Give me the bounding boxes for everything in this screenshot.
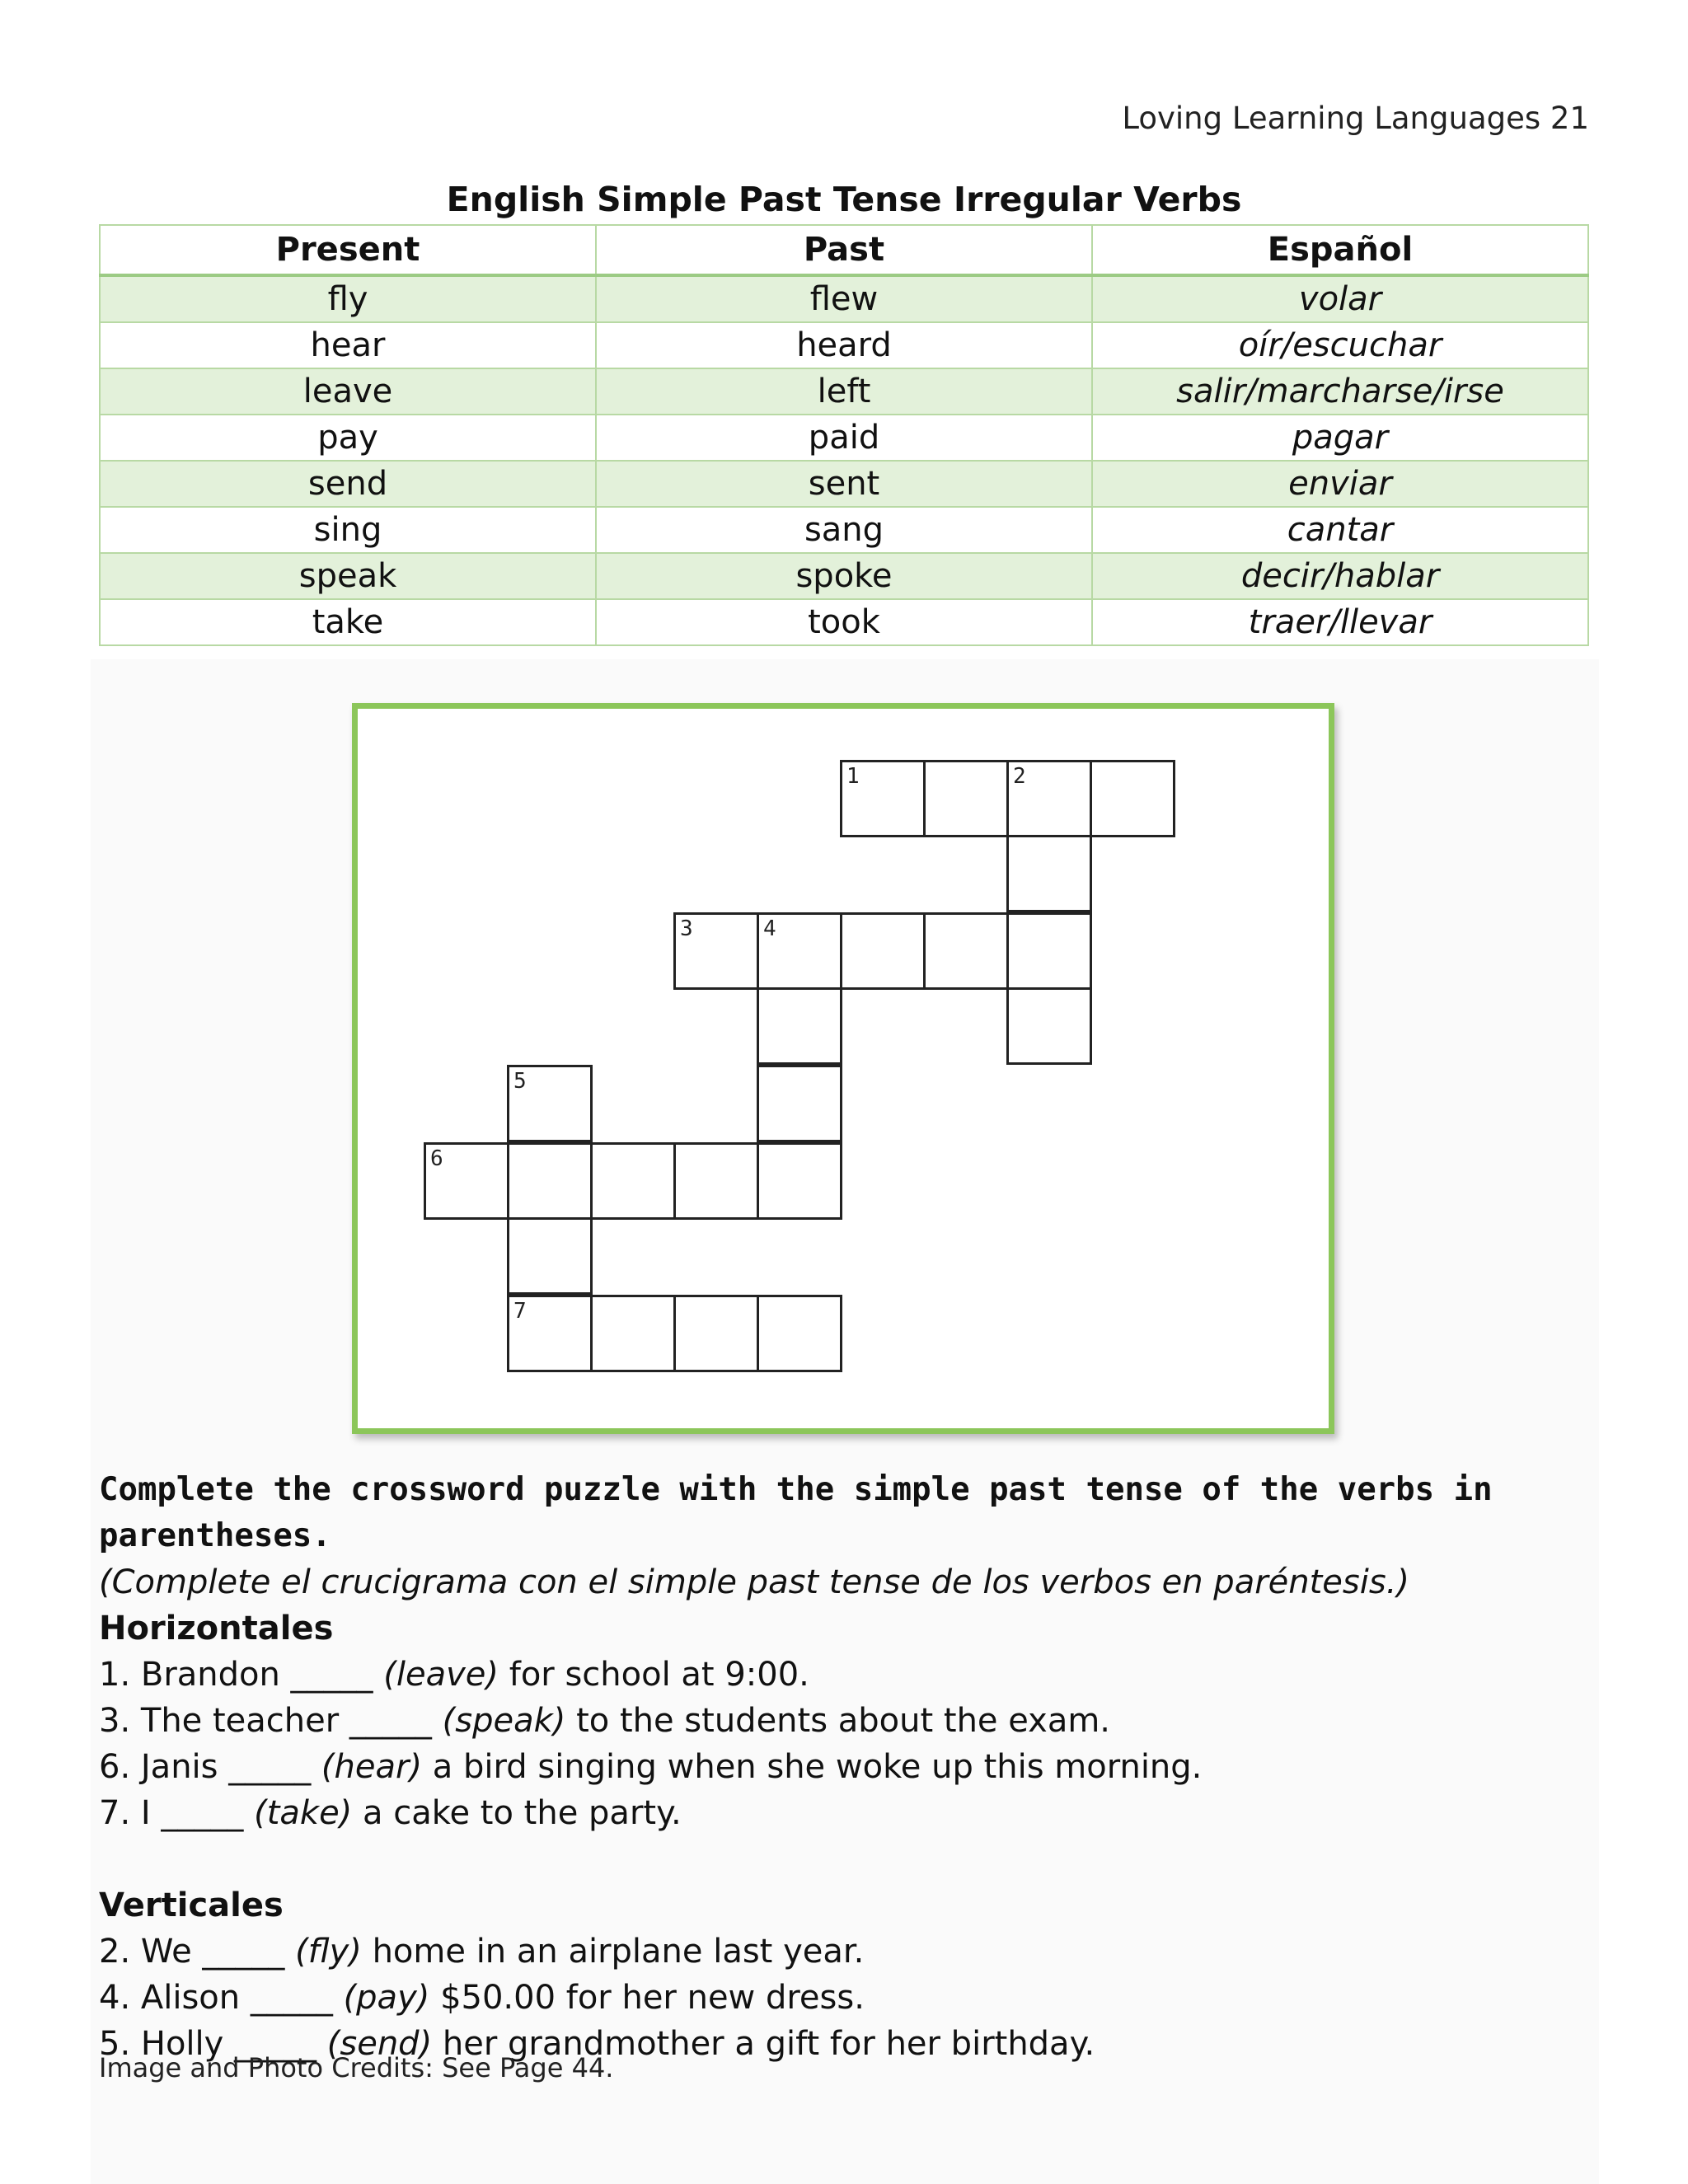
past-cell: heard [596, 322, 1092, 368]
table-row [100, 368, 1588, 415]
clue-number: 3 [680, 916, 693, 941]
table-row [100, 415, 1588, 461]
table-row [100, 461, 1588, 507]
crossword-cell[interactable] [673, 1295, 759, 1372]
image-credits: Image and Photo Credits: See Page 44. [99, 2052, 614, 2083]
clue-across-7: 7. I _____ (take) a cake to the party. [99, 1794, 682, 1832]
table-row [100, 322, 1588, 368]
down-heading: Verticales [99, 1886, 284, 1924]
crossword-cell[interactable] [757, 1142, 842, 1220]
column-header: Past [596, 225, 1092, 275]
spacer [99, 1836, 1599, 1882]
present-cell: take [100, 599, 596, 645]
present-cell: sing [100, 507, 596, 553]
crossword-cell[interactable] [1006, 987, 1092, 1065]
spanish-cell: decir/hablar [1092, 553, 1588, 599]
crossword-cell[interactable] [673, 912, 759, 990]
past-cell: left [596, 368, 1092, 415]
table-row [100, 553, 1588, 599]
crossword-cell[interactable] [1006, 912, 1092, 990]
instructions-section [99, 1467, 1599, 2067]
clue-down-4: 4. Alison _____ (pay) $50.00 for her new dress. [99, 1979, 865, 2017]
crossword-cell[interactable] [673, 1142, 759, 1220]
clue-number: 1 [846, 764, 860, 789]
crossword-cell[interactable] [590, 1142, 676, 1220]
column-header: Present [100, 225, 596, 275]
past-cell: sang [596, 507, 1092, 553]
table-row [100, 507, 1588, 553]
spanish-cell: traer/llevar [1092, 599, 1588, 645]
column-header: Español [1092, 225, 1588, 275]
clue-down-5: 5. Holly _____ (send) her grandmother a gift for her birthday. [99, 2025, 1095, 2063]
across-heading: Horizontales [99, 1610, 334, 1647]
crossword-cell[interactable] [923, 912, 1009, 990]
crossword-cell[interactable] [1006, 835, 1092, 912]
clue-across-1: 1. Brandon _____ (leave) for school at 9:00. [99, 1656, 809, 1694]
clue-number: 5 [513, 1069, 527, 1094]
spanish-cell: salir/marcharse/irse [1092, 368, 1588, 415]
crossword-cell[interactable] [590, 1295, 676, 1372]
clue-number: 4 [763, 916, 776, 941]
table-title: English Simple Past Tense Irregular Verbs [446, 180, 1242, 219]
present-cell: send [100, 461, 596, 507]
crossword-cell[interactable] [424, 1142, 509, 1220]
crossword-cell[interactable] [507, 1295, 593, 1372]
crossword-cell[interactable] [757, 912, 842, 990]
past-cell: flew [596, 275, 1092, 322]
clue-number: 6 [430, 1146, 443, 1171]
verb-table [99, 224, 1589, 646]
crossword-cell[interactable] [757, 1065, 842, 1142]
crossword-cell[interactable] [507, 1217, 593, 1295]
crossword-cell[interactable] [1006, 760, 1092, 837]
past-cell: sent [596, 461, 1092, 507]
clue-across-3: 3. The teacher _____ (speak) to the students about the exam. [99, 1702, 1111, 1740]
crossword-cell[interactable] [923, 760, 1009, 837]
spanish-cell: enviar [1092, 461, 1588, 507]
table-row [100, 599, 1588, 645]
instructions-english: Complete the crossword puzzle with the simple past tense of the verbs in parentheses. [99, 1471, 1493, 1554]
spanish-cell: cantar [1092, 507, 1588, 553]
present-cell: fly [100, 275, 596, 322]
spanish-cell: pagar [1092, 415, 1588, 461]
past-cell: took [596, 599, 1092, 645]
present-cell: hear [100, 322, 596, 368]
crossword-cell[interactable] [757, 1295, 842, 1372]
present-cell: leave [100, 368, 596, 415]
past-cell: paid [596, 415, 1092, 461]
spanish-cell: oír/escuchar [1092, 322, 1588, 368]
crossword-cell[interactable] [757, 987, 842, 1065]
crossword-cell[interactable] [1090, 760, 1175, 837]
past-cell: spoke [596, 553, 1092, 599]
instructions-spanish: (Complete el crucigrama con el simple past tense de los verbos en paréntesis.) [99, 1563, 1410, 1601]
crossword-cell[interactable] [840, 912, 926, 990]
spanish-cell: volar [1092, 275, 1588, 322]
present-cell: speak [100, 553, 596, 599]
crossword-puzzle [352, 703, 1334, 1434]
table-row [100, 275, 1588, 322]
clue-number: 2 [1013, 764, 1026, 789]
page-header: Loving Learning Languages 21 [1122, 101, 1589, 136]
table-header-row [100, 225, 1588, 275]
crossword-cell[interactable] [507, 1065, 593, 1142]
clue-across-6: 6. Janis _____ (hear) a bird singing when she woke up this morning. [99, 1748, 1203, 1786]
present-cell: pay [100, 415, 596, 461]
clue-down-2: 2. We _____ (fly) home in an airplane last year. [99, 1933, 865, 1971]
crossword-cell[interactable] [840, 760, 926, 837]
crossword-cell[interactable] [507, 1142, 593, 1220]
clue-number: 7 [513, 1299, 527, 1324]
